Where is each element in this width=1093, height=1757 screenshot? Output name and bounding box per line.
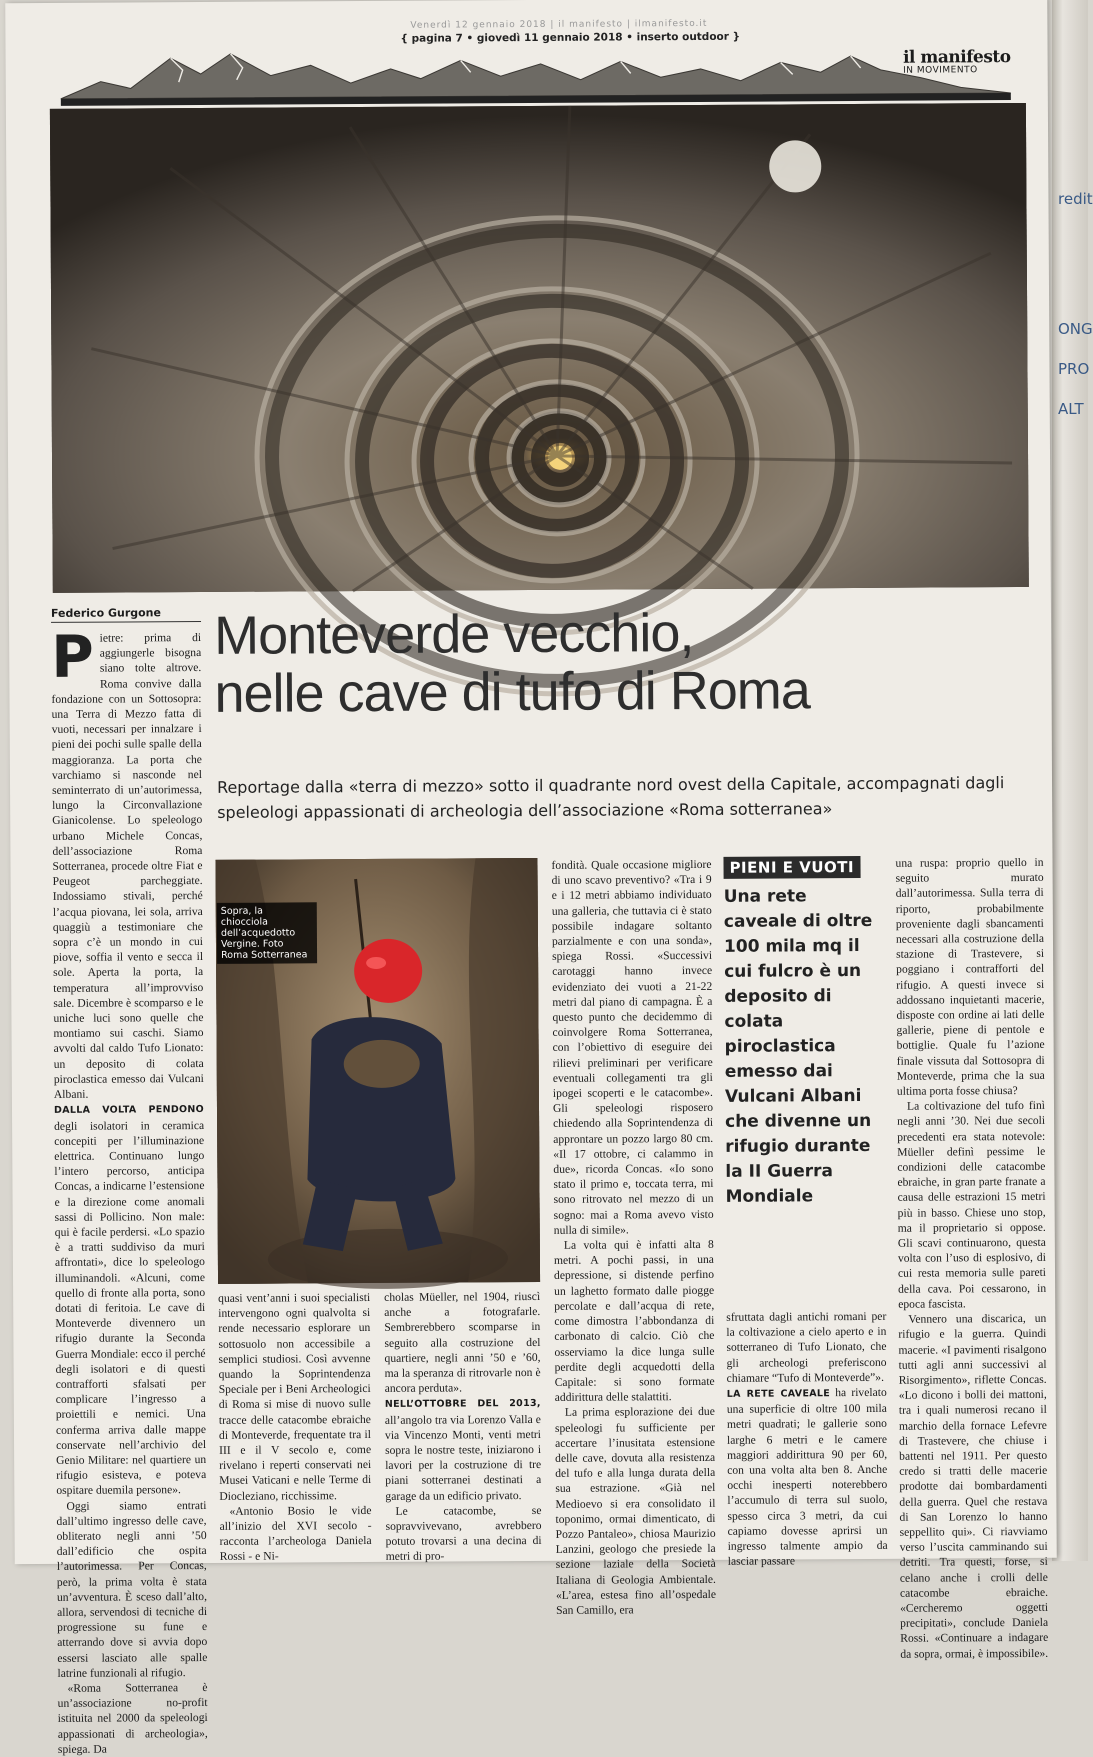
paragraph: Oggi siamo entrati dall’ultimo ingresso delle cave, obliterato negli anni ’50 dall’edificio che ospita l’autorimessa. Per Concas, però, la prima volta è stata un’avventura. È sceso dall’alto, allora, servendosi di tecniche di progressione su fune e atterrando dove si avvia dopo essersi lasciato alle spalle latrine funzionali al rifugio. <box>56 1498 208 1680</box>
pull-quote-kicker: PIENI E VUOTI <box>723 856 860 879</box>
text-column-2 <box>218 1290 372 1565</box>
page-header <box>50 17 1011 113</box>
adjacent-page-edge <box>1052 0 1093 1561</box>
drop-cap: P <box>51 622 94 691</box>
paragraph: Vennero una discarica, un rifugio e la guerra. Quindi macerie. «I pavimenti risalgono tutti agli anni successivi al Risorgimento», riflette Concas. «Lo dicono i bolli dei mattoni, tra i quali numerosi recano il marchio della fornace Lefevre di Trastevere, che chiuse i battenti nel 1911. Per questo credo si tratti delle macerie prodotte dai bombardamenti della guerra. Quel che restava di San Lorenzo lo hanno seppellito qui». Ci riavviamo verso l’uscita camminando sui detriti. Tra questi, forse, si celano anche i crolli delle catacombe ebraiche. «Cercheremo oggetti precipitati», conclude Daniela Rossi. «Continuare a indagare da sopra, ormai, è impossibile». <box>898 1311 1049 1661</box>
article-byline: Federico Gurgone <box>51 606 201 623</box>
paragraph: sfruttata dagli antichi romani per la coltivazione a cielo aperto e in sotterraneo di Tufo Lionato, che gli archeologi preferiscono chiamare “Tufo di Monteverde”». <box>726 1309 887 1385</box>
paragraph: quasi vent’anni i suoi specialisti intervengono ogni qualvolta si rende necessario esplorare un sottosuolo non accessibile a semplici studiosi. Così avvenne quando la Soprintendenza Speciale per i Beni Archeologici di Roma si mise di nuovo sulle tracce delle catacombe ebraiche di Monteverde, frequentate tra il III e il V secolo e, come rivelano i reperti conservati nei Musei Vaticani e nelle Terme di Diocleziano, ricchissime. <box>218 1290 372 1503</box>
paragraph-text: degli isolatori in ceramica concepiti per l’illuminazione elettrica. Continuano lungo l’intero percorso, anticipa Concas, a indicarne l’estensione e la direzione come anomali sassi di Pollicino. Non male: qui è facile perdersi. «Lo spazio è a tratti suddiviso da muri affrontati», dice lo speleologo illuminandoli. «Alcuni, come quello di fronte alla porta, sono dotati di feritoia. Le cave di Monteverde divennero un rifugio durante la Seconda Guerra Mondiale: ecco il perché degli isolatori e di questi contrafforti sfalsati per complicare l’ingresso a proiettili e nemici. Una conferma arriva dalle mappe conservate nell’archivio del Genio Militare: nel quartiere un rifugio esisteva, e poteva ospitare duemila persone». <box>54 1118 207 1498</box>
paragraph <box>385 1395 542 1503</box>
photo-caption: Sopra, la chiocciola dell’acquedotto Vergine. Foto Roma Sotterranea <box>217 902 317 964</box>
paragraph: «Antonio Bosio le vide all’inizio del XVI secolo - racconta l’archeologa Daniela Rossi - e Ni- <box>219 1503 372 1564</box>
article-subhead: Reportage dalla «terra di mezzo» sotto il quadrante nord ovest della Capitale, accompagnati dagli speleologi appassionati di archeologia dell’associazione «Roma sotterranea» <box>216 773 1005 822</box>
headline-line-1: Monteverde vecchio, <box>213 603 694 666</box>
paragraph-text: ha rivelato una superficie di oltre 100 mila metri quadrati; le gallerie sono larghe 6 metri e le camere maggiori addirittura 90 per 60, con una volta alta ben 8. Anche occhi inesperti noterebbero l’accumulo di terra sul suolo, spesso circa 3 metri, da cui capiamo dovesse aprirsi un ingresso talmente ampio da lasciar passare <box>726 1385 888 1569</box>
spiral-staircase-photo <box>50 103 1029 593</box>
paragraph: La prima esplorazione dei due speleologi fu sufficiente per accertare l’inusitata estensione delle cave, dovuta alla resistenza del tufo e alla lunga durata della sua estrazione. «Già nel Medioevo si era consolidato il toponimo, ormai dimenticato, di Pozzo Pantaleo», chiosa Maurizio Lanzini, geologo che presiede la sezione laziale della Società Italiana di Geologia Ambientale. «L’area, estesa fino all’ospedale San Camillo, era <box>554 1405 717 1617</box>
text-column-4 <box>551 857 716 1618</box>
paragraph: fondità. Quale occasione migliore di uno scavo preventivo? «Tra i 9 e i 12 metri abbiamo individuato una galleria, che tuttavia ci è stato possibile indagare soltanto parzialmente e con una sonda», spiega Rossi. «Successivi carotaggi hanno invece evidenziato dei vuoti a 21-22 metri dal piano di campagna. È a questo punto che decidemmo di coinvolgere Roma Sotterranea, con l’obiettivo di eseguire dei rilievi preliminari per verificare eventuali collegamenti tra gli ipogei scoperti e le catacombe». Gli speleologi risposero chiedendo alla Soprintendenza di approntare un pozzo largo 80 cm. «Il 17 ottobre, ci calammo in due», ricorda Concas. «Io sono stato il primo e, toccata terra, mi sono ritrovato nel mezzo di un sogno: mai a Roma avevo visto nulla di simile». <box>551 857 714 1237</box>
text-column-6 <box>895 855 1048 1662</box>
edge-fragment: ONG <box>1058 320 1093 338</box>
edge-fragment: ALT <box>1058 400 1084 418</box>
paragraph: Le catacombe, se sopravvivevano, avrebbero potuto trovarsi a una decina di metri di pro- <box>385 1503 542 1564</box>
newspaper-page <box>5 0 1057 1756</box>
pull-quote: Una rete caveale di oltre 100 mila mq il cui fulcro è un deposito di colata piroclastica emesso dai Vulcani Albani che divenne un rifugio durante la II Guerra Mondiale <box>723 886 873 1207</box>
paragraph: «Roma Sotterranea è un’associazione no-profit istituita nel 2000 da speleologi appassionati di archeologia», spiega. Da <box>57 1681 208 1756</box>
article-headline <box>214 602 1045 723</box>
lead-in: DALLA VOLTA PENDONO <box>53 1104 205 1117</box>
paragraph: La volta qui è infatti alta 8 metri. A pochi passi, in una depressione, si distende perfino un laghetto formato dalle piogge percolate e dall’acqua di rete, come dimostra l’abbondanza di carbonato di calcio. Ciò che osserviamo la dice lunga sulle perdite degli acquedotti della Capitale: si sono formate addirittura delle stalattiti. <box>553 1237 715 1404</box>
edge-fragment: redit <box>1058 190 1093 208</box>
lead-in: NELL’OTTOBRE DEL 2013, <box>384 1398 541 1411</box>
paragraph: cholas Müeller, nel 1904, riuscì anche a fotografarle. Sembrerebbero scomparse in seguito alla costruzione del quartiere, negli anni ’50 e ’60, ma la speranza di ritrovarle non è ancora perduta». <box>384 1289 541 1396</box>
paragraph: ietre: prima di aggiungerle bisogna siano tolte altrove. Roma convive dalla fondazione con un Sottosopra: una Terra di Mezzo fatta di vuoti, necessari per innalzare i pieni dei pochi sulle spalle della maggioranza. La porta che varchiamo si nasconde nel seminterrato di un’autorimessa, lungo la Circonvallazione Gianicolense. Lo speleologo urbano Michele Concas, dell’associazione Roma Sotterranea, procede oltre Fiat e Peugeot parcheggiate. Indossiamo stivali, perché l’acqua piovana, lei sola, arriva quaggiù a testimoniare che sopra c’è un mondo in cui piove, soffia il vento e secca il sole. Aperta la porta, la temperatura all’improvviso sale. Dicembre è scomparso e le uniche luci sono quelle che montiamo sui caschi. Siamo avvolti dal caldo Tufo Lionato: un deposito di colata piroclastica emesso dai Vulcani Albani. <box>51 631 204 1102</box>
paragraph-text: all’angolo tra via Lorenzo Valla e via Vincenzo Monti, venti metri sopra le nostre teste, iniziarono i lavori per la costruzione di tre piani sotterranei destinati a garage da un edificio privato. <box>384 1412 542 1503</box>
page-meta: { pagina 7 • giovedì 11 gennaio 2018 • inserto outdoor } <box>400 30 741 45</box>
logo-title: il manifesto <box>902 47 1011 68</box>
paragraph <box>54 1101 206 1498</box>
newspaper-logo <box>903 47 1011 76</box>
headline-line-2: nelle cave di tufo di Roma <box>214 660 810 724</box>
edge-fragment: PRO <box>1058 360 1090 378</box>
logo-subtitle: IN MOVIMENTO <box>903 65 978 76</box>
paragraph <box>727 1385 888 1569</box>
paragraph: una ruspa: proprio quello in seguito murato dall’autorimessa. Sulla terra di riporto, probabilmente proveniente dagli sbancamenti necessari alla costruzione della stazione di Trastevere, si poggiano i contrafforti del rifugio. A questi invece si addossano inquietanti macerie, disposte con ordine ai lati delle gallerie, piene di pentole e bottiglie. Quale fu l’azione finale vissuta dal Sottosopra di Monteverde, prima che la sua ultima porta fosse chiusa? <box>895 855 1045 1098</box>
text-column-1 <box>51 622 208 1757</box>
lead-in: LA RETE CAVEALE <box>726 1388 831 1400</box>
top-strip: Venerdì 12 gennaio 2018 | il manifesto | ilmanifesto.it <box>410 18 708 31</box>
paragraph: La coltivazione del tufo finì negli anni ’30. Nei due secoli precedenti era stata notevole: Müeller definì pessime le condizioni delle catacombe ebraiche, in gran parte franate a causa delle estrazioni 15 metri più in basso. Chiese uno stop, ma il proprietario si oppose. Gli scavi continuarono, questa volta con l’uso di esplosivo, di cui resta memoria sulle pareti della cava. Poi cessarono, in epoca fascista. <box>897 1099 1047 1311</box>
text-column-5 <box>726 1309 888 1569</box>
text-column-3 <box>384 1289 542 1565</box>
